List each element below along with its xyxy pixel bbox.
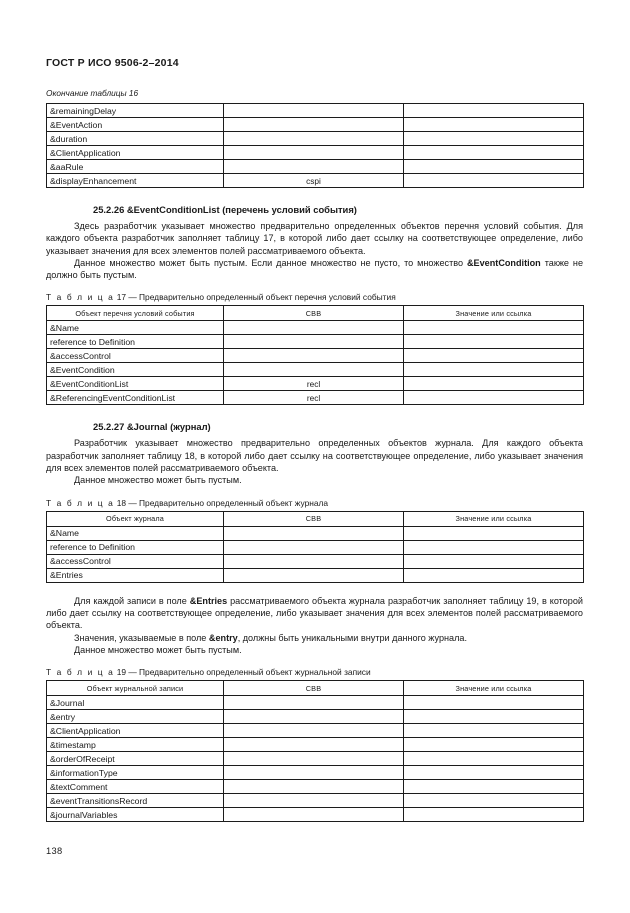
page-number: 138 bbox=[46, 846, 63, 856]
cell-value bbox=[404, 808, 584, 822]
cell-object: &timestamp bbox=[47, 738, 224, 752]
cell-cbb bbox=[224, 568, 404, 582]
column-header-2: CBB bbox=[224, 681, 404, 696]
cell-object: &entry bbox=[47, 710, 224, 724]
column-header-1: Объект журнальной записи bbox=[47, 681, 224, 696]
cell-value bbox=[404, 160, 584, 174]
cell-value bbox=[404, 349, 584, 363]
cell-value bbox=[404, 766, 584, 780]
cell-value bbox=[404, 335, 584, 349]
table-row bbox=[47, 794, 584, 808]
cell-object: &eventTransitionsRecord bbox=[47, 794, 224, 808]
cell-object: &EventCondition bbox=[47, 363, 224, 377]
cell-object: &Name bbox=[47, 321, 224, 335]
cell-object: &orderOfReceipt bbox=[47, 752, 224, 766]
cell-object: &accessControl bbox=[47, 349, 224, 363]
paragraph-after-table18-2-b: , должны быть уникальными внутри данного журнала. bbox=[237, 632, 467, 643]
cell-object: &ReferencingEventConditionList bbox=[47, 391, 224, 405]
cell-object: &displayEnhancement bbox=[47, 174, 224, 188]
cell-cbb bbox=[224, 349, 404, 363]
table-row bbox=[47, 377, 584, 391]
table-row bbox=[47, 174, 584, 188]
cell-value bbox=[404, 724, 584, 738]
cell-object: &accessControl bbox=[47, 554, 224, 568]
cell-cbb bbox=[224, 794, 404, 808]
table-row bbox=[47, 554, 584, 568]
cell-object: &Journal bbox=[47, 696, 224, 710]
table-header-row bbox=[47, 511, 584, 526]
table-row bbox=[47, 808, 584, 822]
cell-value bbox=[404, 321, 584, 335]
cell-cbb bbox=[224, 160, 404, 174]
cell-cbb bbox=[224, 710, 404, 724]
cell-object: &informationType bbox=[47, 766, 224, 780]
paragraph-after-table18-1-b: рассматриваемого объекта журнала разработчик заполняет таблицу 19, в которой либо дает ссылку на соответствующее определение, либо указывает значения для всех элементов полей рассматриваемого объекта. bbox=[46, 595, 583, 631]
paragraph-after-table18-1-a: Для каждой записи в поле bbox=[74, 595, 190, 606]
table17-caption bbox=[46, 292, 583, 303]
cell-object: &journalVariables bbox=[47, 808, 224, 822]
table18-head bbox=[47, 511, 584, 526]
table-row bbox=[47, 540, 584, 554]
table17-caption-rest: 17 — Предварительно определенный объект перечня условий события bbox=[116, 292, 396, 303]
cell-cbb bbox=[224, 526, 404, 540]
cell-object: &duration bbox=[47, 132, 224, 146]
paragraph-after-table18-2-a: Значения, указываемые в поле bbox=[74, 632, 209, 643]
table17-head bbox=[47, 306, 584, 321]
cell-cbb bbox=[224, 696, 404, 710]
table18-caption bbox=[46, 498, 583, 509]
section-heading-25-2-27: 25.2.27 &Journal (журнал) bbox=[93, 421, 211, 433]
cell-cbb: recl bbox=[224, 391, 404, 405]
cell-value bbox=[404, 104, 584, 118]
cell-value bbox=[404, 540, 584, 554]
cell-cbb bbox=[224, 780, 404, 794]
cell-cbb bbox=[224, 321, 404, 335]
entry-term: &entry bbox=[208, 632, 238, 643]
cell-value bbox=[404, 146, 584, 160]
cell-cbb bbox=[224, 766, 404, 780]
table-row bbox=[47, 104, 584, 118]
cell-value bbox=[404, 554, 584, 568]
table-row bbox=[47, 766, 584, 780]
table18-caption-word: Т а б л и ц а bbox=[46, 497, 115, 508]
table17 bbox=[46, 305, 584, 405]
cell-object: &remainingDelay bbox=[47, 104, 224, 118]
table19-body bbox=[47, 696, 584, 822]
cell-object: &textComment bbox=[47, 780, 224, 794]
cell-cbb bbox=[224, 738, 404, 752]
cell-value bbox=[404, 696, 584, 710]
entries-term: &Entries bbox=[189, 595, 228, 606]
cell-object: &ClientApplication bbox=[47, 724, 224, 738]
column-header-1: Объект перечня условий события bbox=[47, 306, 224, 321]
paragraph-25-2-26-1: Здесь разработчик указывает множество предварительно определенных объектов перечня условий события. Для каждого объекта разработчик заполняет таблицу 17, в которой либо дает ссылку на соответствующее определение, либо указывает значения для всех элементов полей рассматриваемого объекта. bbox=[46, 221, 583, 256]
table-row bbox=[47, 526, 584, 540]
column-header-2: CBB bbox=[224, 511, 404, 526]
table-row bbox=[47, 321, 584, 335]
table18-body bbox=[47, 526, 584, 582]
cell-object: reference to Definition bbox=[47, 335, 224, 349]
cell-value bbox=[404, 710, 584, 724]
table-row bbox=[47, 391, 584, 405]
cell-cbb bbox=[224, 118, 404, 132]
table-row bbox=[47, 752, 584, 766]
paragraph-after-table18-3: Данное множество может быть пустым. bbox=[74, 644, 242, 655]
table-row bbox=[47, 118, 584, 132]
cell-cbb bbox=[224, 554, 404, 568]
paragraph-after-table18-1 bbox=[46, 595, 583, 632]
cell-cbb bbox=[224, 724, 404, 738]
table17-body bbox=[47, 321, 584, 405]
cell-cbb bbox=[224, 540, 404, 554]
cell-value bbox=[404, 132, 584, 146]
table-row bbox=[47, 146, 584, 160]
cell-value bbox=[404, 174, 584, 188]
table18 bbox=[46, 511, 584, 583]
table-row bbox=[47, 335, 584, 349]
table-row bbox=[47, 568, 584, 582]
table19 bbox=[46, 680, 584, 822]
table-row bbox=[47, 132, 584, 146]
cell-object: &EventConditionList bbox=[47, 377, 224, 391]
table-header-row bbox=[47, 681, 584, 696]
table-row bbox=[47, 738, 584, 752]
cell-object: &aaRule bbox=[47, 160, 224, 174]
table-row bbox=[47, 349, 584, 363]
paragraph-25-2-26-2 bbox=[46, 257, 583, 282]
table16-continuation bbox=[46, 103, 584, 188]
table19-caption-word: Т а б л и ц а bbox=[46, 667, 115, 678]
paragraph-25-2-27-2: Данное множество может быть пустым. bbox=[74, 475, 242, 486]
table18-caption-rest: 18 — Предварительно определенный объект журнала bbox=[116, 497, 329, 508]
table19-caption bbox=[46, 667, 583, 678]
table19-caption-rest: 19 — Предварительно определенный объект журнальной записи bbox=[116, 667, 371, 678]
cell-value bbox=[404, 752, 584, 766]
cell-cbb bbox=[224, 808, 404, 822]
table16-body bbox=[47, 104, 584, 188]
table-row bbox=[47, 696, 584, 710]
cell-value bbox=[404, 377, 584, 391]
cell-cbb bbox=[224, 132, 404, 146]
paragraph-25-2-26-2-a: Данное множество может быть пустым. Если данное множество не пусто, то множество bbox=[74, 257, 467, 268]
table-header-row bbox=[47, 306, 584, 321]
cell-value bbox=[404, 738, 584, 752]
paragraph-after-table18-2 bbox=[46, 632, 583, 644]
cell-object: &Name bbox=[47, 526, 224, 540]
cell-value bbox=[404, 363, 584, 377]
table17-caption-word: Т а б л и ц а bbox=[46, 292, 115, 303]
cell-value bbox=[404, 118, 584, 132]
cell-value bbox=[404, 794, 584, 808]
cell-object: &EventAction bbox=[47, 118, 224, 132]
table-row bbox=[47, 724, 584, 738]
cell-object: &ClientApplication bbox=[47, 146, 224, 160]
column-header-2: CBB bbox=[224, 306, 404, 321]
event-condition-term: &EventCondition bbox=[466, 257, 541, 268]
table16-continuation-caption: Окончание таблицы 16 bbox=[46, 88, 139, 98]
cell-cbb bbox=[224, 146, 404, 160]
cell-cbb bbox=[224, 363, 404, 377]
cell-value bbox=[404, 526, 584, 540]
document-standard-header: ГОСТ Р ИСО 9506-2–2014 bbox=[46, 57, 179, 69]
cell-value bbox=[404, 391, 584, 405]
cell-cbb: cspi bbox=[224, 174, 404, 188]
column-header-3: Значение или ссылка bbox=[404, 681, 584, 696]
cell-cbb bbox=[224, 752, 404, 766]
table19-head bbox=[47, 681, 584, 696]
column-header-3: Значение или ссылка bbox=[404, 511, 584, 526]
column-header-3: Значение или ссылка bbox=[404, 306, 584, 321]
page-content bbox=[46, 57, 583, 822]
table-row bbox=[47, 710, 584, 724]
cell-value bbox=[404, 780, 584, 794]
column-header-1: Объект журнала bbox=[47, 511, 224, 526]
table-row bbox=[47, 160, 584, 174]
cell-cbb bbox=[224, 104, 404, 118]
cell-cbb bbox=[224, 335, 404, 349]
cell-object: reference to Definition bbox=[47, 540, 224, 554]
paragraph-25-2-26-2-b: также не должно быть пустым. bbox=[46, 257, 583, 281]
cell-cbb: recl bbox=[224, 377, 404, 391]
paragraph-25-2-27-1: Разработчик указывает множество предварительно определенных объектов журнала. Для каждого объекта разработчик заполняет таблицу 18, в которой либо дает ссылку на соответствующее определение, либо указывает значения для всех элементов полей рассматриваемого объекта. bbox=[46, 438, 583, 474]
section-heading-25-2-26: 25.2.26 &EventConditionList (перечень условий события) bbox=[93, 204, 357, 215]
table-row bbox=[47, 363, 584, 377]
cell-object: &Entries bbox=[47, 568, 224, 582]
table-row bbox=[47, 780, 584, 794]
cell-value bbox=[404, 568, 584, 582]
